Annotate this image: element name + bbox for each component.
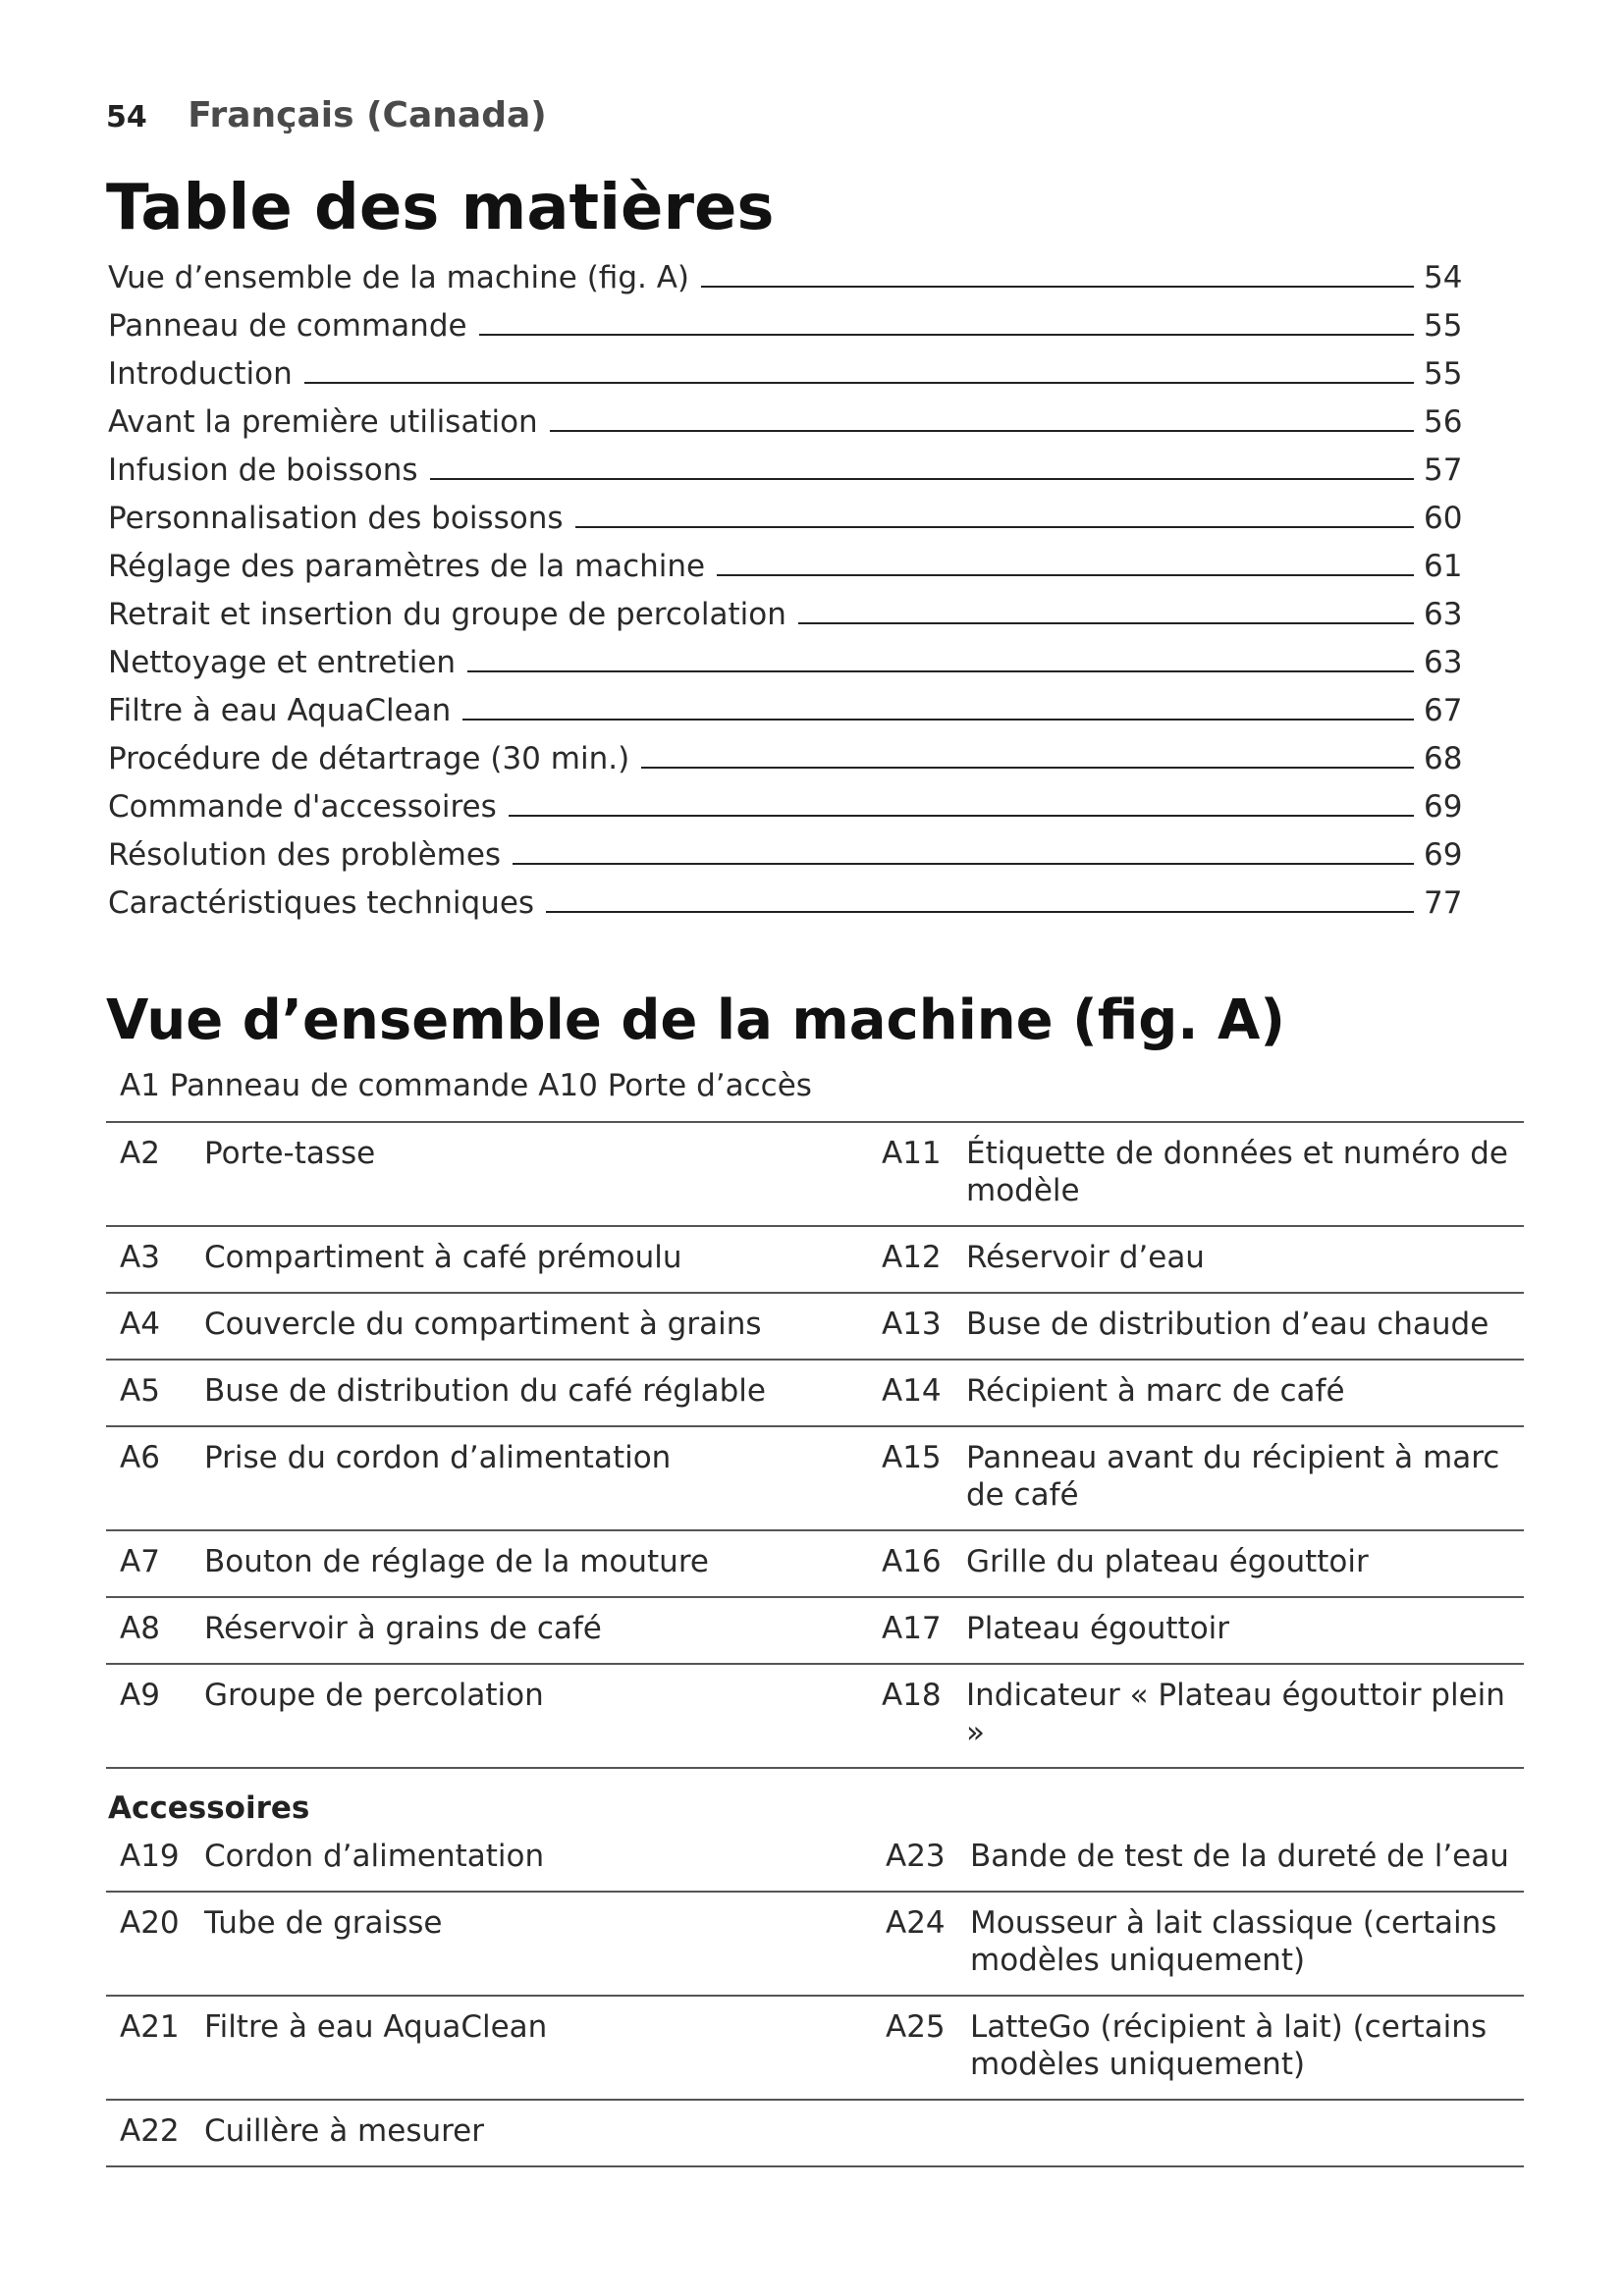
- part-label: Étiquette de données et numéro de modèle: [966, 1136, 1508, 1208]
- accessories-row: [106, 2101, 1524, 2167]
- part-code: A22: [120, 2113, 180, 2149]
- toc-leader: [509, 815, 1414, 817]
- accessories-title: Accessoires: [108, 1790, 310, 1826]
- toc-entry-page: 68: [1424, 741, 1463, 776]
- part-code: A7: [120, 1544, 160, 1579]
- part-label: Prise du cordon d’alimentation: [204, 1440, 672, 1475]
- toc-entry[interactable]: [108, 825, 1473, 873]
- parts-row: [106, 1665, 1524, 1769]
- toc-entry-page: 60: [1424, 501, 1463, 536]
- parts-row: [106, 1531, 1524, 1598]
- toc-entry-label: Nettoyage et entretien: [108, 645, 457, 680]
- parts-row: [106, 1427, 1524, 1531]
- part-code: A25: [886, 2009, 946, 2045]
- toc-leader: [798, 622, 1414, 624]
- toc-entry-label: Procédure de détartrage (30 min.): [108, 741, 630, 776]
- part-code: A12: [882, 1240, 942, 1275]
- toc-entry[interactable]: [108, 584, 1473, 632]
- toc-entry[interactable]: [108, 295, 1473, 344]
- parts-row: [106, 1294, 1524, 1361]
- toc-entry-label: Infusion de boissons: [108, 453, 418, 488]
- part-label: Couvercle du compartiment à grains: [204, 1307, 762, 1342]
- accessories-row: [106, 1893, 1524, 1997]
- part-code: A23: [886, 1839, 946, 1874]
- toc-entry-page: 54: [1424, 260, 1463, 295]
- parts-table: [106, 1121, 1524, 1769]
- part-label: [970, 2101, 1524, 2165]
- part-code: A20: [120, 1905, 180, 1941]
- part-code: A11: [882, 1136, 942, 1171]
- part-label: Récipient à marc de café: [966, 1373, 1345, 1409]
- toc-entry-label: Commande d'accessoires: [108, 789, 497, 825]
- toc-entry-page: 77: [1424, 885, 1463, 921]
- part-label: LatteGo (récipient à lait) (certains modèles uniquement): [970, 2009, 1488, 2082]
- toc-leader: [467, 670, 1414, 672]
- toc-entry[interactable]: [108, 680, 1473, 728]
- toc-leader: [550, 430, 1414, 432]
- toc-entry-label: Panneau de commande: [108, 308, 467, 344]
- toc-entry-page: 63: [1424, 597, 1463, 632]
- toc-entry-page: 67: [1424, 693, 1463, 728]
- parts-row: [106, 1227, 1524, 1294]
- part-label: Compartiment à café prémoulu: [204, 1240, 682, 1275]
- toc-entry-label: Avant la première utilisation: [108, 404, 538, 440]
- toc-entry-label: Personnalisation des boissons: [108, 501, 564, 536]
- part-label: Porte-tasse: [204, 1136, 376, 1171]
- part-code: A13: [882, 1307, 942, 1342]
- toc-leader: [462, 719, 1414, 721]
- toc-entry-page: 69: [1424, 837, 1463, 873]
- toc-entry[interactable]: [108, 440, 1473, 488]
- toc-entry-page: 63: [1424, 645, 1463, 680]
- toc-entry[interactable]: [108, 344, 1473, 392]
- overview-title: Vue d’ensemble de la machine (fig. A): [106, 988, 1285, 1052]
- accessories-row: [106, 1838, 1524, 1893]
- table-of-contents: [108, 247, 1473, 921]
- parts-row: [106, 1123, 1524, 1227]
- toc-entry-page: 56: [1424, 404, 1463, 440]
- part-label: Groupe de percolation: [204, 1678, 544, 1713]
- part-label: Buse de distribution du café réglable: [204, 1373, 766, 1409]
- toc-leader: [479, 334, 1414, 336]
- toc-entry-label: Résolution des problèmes: [108, 837, 502, 873]
- toc-entry[interactable]: [108, 488, 1473, 536]
- toc-entry-label: Retrait et insertion du groupe de percolation: [108, 597, 786, 632]
- part-label: Mousseur à lait classique (certains modèles uniquement): [970, 1905, 1497, 1978]
- part-label: Panneau avant du récipient à marc de café: [966, 1440, 1500, 1513]
- part-label: Cuillère à mesurer: [204, 2113, 484, 2149]
- part-code: A6: [120, 1440, 160, 1475]
- toc-entry-label: Vue d’ensemble de la machine (fig. A): [108, 260, 690, 295]
- part-label: Réservoir à grains de café: [204, 1611, 602, 1646]
- toc-entry-page: 55: [1424, 356, 1463, 392]
- toc-entry-page: 61: [1424, 549, 1463, 584]
- part-code: [886, 2101, 970, 2165]
- part-label: Buse de distribution d’eau chaude: [966, 1307, 1489, 1342]
- toc-entry[interactable]: [108, 392, 1473, 440]
- page-number: 54: [106, 100, 147, 134]
- part-code: A5: [120, 1373, 160, 1409]
- part-code: A2: [120, 1136, 160, 1171]
- toc-leader: [430, 478, 1414, 480]
- accessories-row: [106, 1997, 1524, 2101]
- page-header: [106, 92, 547, 141]
- part-code: A3: [120, 1240, 160, 1275]
- toc-entry-page: 55: [1424, 308, 1463, 344]
- toc-leader: [717, 574, 1414, 576]
- toc-leader: [701, 286, 1414, 288]
- accessories-table: [106, 1838, 1524, 2167]
- toc-entry[interactable]: [108, 247, 1473, 295]
- part-label: Filtre à eau AquaClean: [204, 2009, 548, 2045]
- part-label: Réservoir d’eau: [966, 1240, 1205, 1275]
- part-code: A17: [882, 1611, 942, 1646]
- toc-entry[interactable]: [108, 873, 1473, 921]
- parts-row: [106, 1361, 1524, 1427]
- toc-leader: [304, 382, 1414, 384]
- toc-entry-page: 57: [1424, 453, 1463, 488]
- part-label: Plateau égouttoir: [966, 1611, 1230, 1646]
- part-label: Bouton de réglage de la mouture: [204, 1544, 709, 1579]
- toc-entry-page: 69: [1424, 789, 1463, 825]
- toc-entry[interactable]: [108, 536, 1473, 584]
- part-code: A16: [882, 1544, 942, 1579]
- part-code: A8: [120, 1611, 160, 1646]
- toc-entry[interactable]: [108, 632, 1473, 680]
- toc-entry-label: Introduction: [108, 356, 293, 392]
- toc-leader: [513, 863, 1414, 865]
- toc-entry[interactable]: [108, 776, 1473, 825]
- part-code: A18: [882, 1678, 942, 1713]
- part-label: Tube de graisse: [204, 1905, 443, 1941]
- overview-intro: A1 Panneau de commande A10 Porte d’accès: [120, 1068, 812, 1103]
- toc-entry-label: Caractéristiques techniques: [108, 885, 535, 921]
- language-label: Français (Canada): [188, 95, 547, 135]
- part-code: A15: [882, 1440, 942, 1475]
- parts-row: [106, 1598, 1524, 1665]
- part-label: Bande de test de la dureté de l’eau: [970, 1839, 1509, 1874]
- part-label: Cordon d’alimentation: [204, 1839, 545, 1874]
- part-code: A24: [886, 1905, 946, 1941]
- part-code: A19: [120, 1839, 180, 1874]
- part-code: A9: [120, 1678, 160, 1713]
- toc-entry-label: Filtre à eau AquaClean: [108, 693, 452, 728]
- part-code: A14: [882, 1373, 942, 1409]
- part-label: Grille du plateau égouttoir: [966, 1544, 1369, 1579]
- toc-entry[interactable]: [108, 728, 1473, 776]
- toc-leader: [641, 767, 1414, 769]
- toc-entry-label: Réglage des paramètres de la machine: [108, 549, 706, 584]
- toc-leader: [546, 911, 1414, 913]
- toc-leader: [575, 526, 1414, 528]
- part-code: A4: [120, 1307, 160, 1342]
- part-code: A21: [120, 2009, 180, 2045]
- part-label: Indicateur « Plateau égouttoir plein »: [966, 1678, 1505, 1750]
- toc-title: Table des matières: [106, 172, 775, 244]
